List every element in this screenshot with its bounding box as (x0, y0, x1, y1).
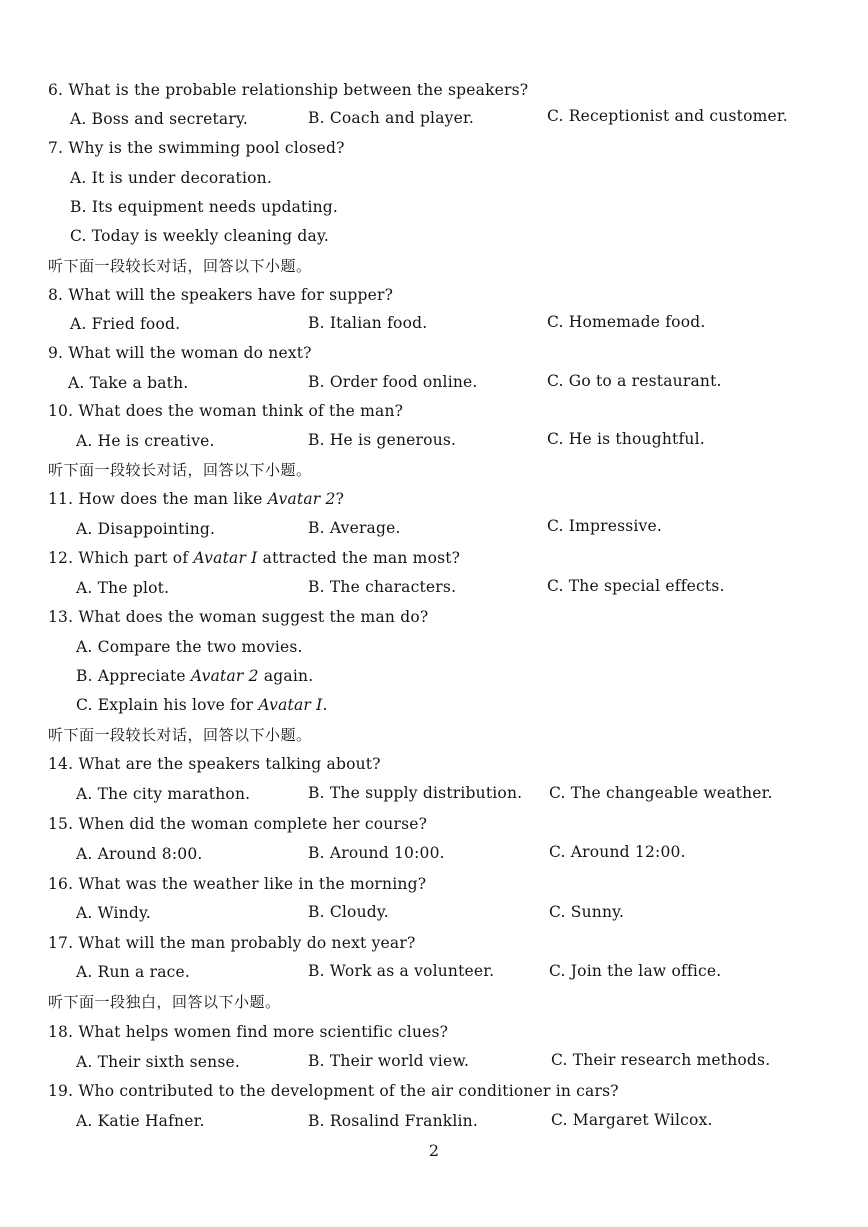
option-19c: C. Margaret Wilcox. (551, 1111, 713, 1129)
question-number: 18. (48, 1023, 74, 1041)
option-9a: A. Take a bath. (68, 374, 189, 392)
question-text: How does the man like Avatar 2? (78, 490, 345, 508)
question-number: 6. (48, 81, 64, 99)
option-12a: A. The plot. (76, 579, 170, 597)
section-instruction: 听下面一段独白，回答以下小题。 (48, 993, 281, 1011)
page-number: 2 (428, 1141, 440, 1160)
question-9 (48, 343, 312, 363)
option-10c: C. He is thoughtful. (547, 430, 705, 448)
option-9c: C. Go to a restaurant. (547, 372, 722, 390)
question-text: What are the speakers talking about? (78, 755, 381, 773)
option-6a: A. Boss and secretary. (70, 110, 248, 128)
movie-title: Avatar 2 (190, 667, 259, 685)
option-15b: B. Around 10:00. (308, 844, 445, 862)
question-text: Why is the swimming pool closed? (68, 139, 345, 157)
movie-title: Avatar 2 (267, 490, 336, 508)
question-number: 14. (48, 755, 74, 773)
question-number: 19. (48, 1082, 74, 1100)
question-text: What was the weather like in the morning? (78, 875, 427, 893)
option-7b: B. Its equipment needs updating. (70, 198, 339, 216)
option-8a: A. Fried food. (70, 315, 181, 333)
question-text: What will the woman do next? (68, 344, 312, 362)
question-text: What will the man probably do next year? (78, 934, 416, 952)
option-17c: C. Join the law office. (549, 962, 722, 980)
option-16b: B. Cloudy. (308, 903, 389, 921)
section-instruction: 听下面一段较长对话，回答以下小题。 (48, 461, 312, 479)
option-13c: C. Explain his love for Avatar I. (76, 696, 328, 714)
option-14b: B. The supply distribution. (308, 784, 523, 802)
question-number: 15. (48, 815, 74, 833)
question-number: 13. (48, 608, 74, 626)
question-11 (48, 489, 344, 509)
question-text: What will the speakers have for supper? (68, 286, 394, 304)
option-18a: A. Their sixth sense. (76, 1053, 240, 1071)
option-16a: A. Windy. (76, 904, 151, 922)
option-11a: A. Disappointing. (76, 520, 216, 538)
option-13a: A. Compare the two movies. (76, 638, 303, 656)
question-18 (48, 1022, 448, 1042)
question-12 (48, 548, 460, 568)
question-text: Who contributed to the development of the air conditioner in cars? (78, 1082, 619, 1100)
question-text: Which part of Avatar I attracted the man most? (78, 549, 461, 567)
option-13b: B. Appreciate Avatar 2 again. (76, 667, 314, 685)
option-10a: A. He is creative. (76, 432, 215, 450)
option-15a: A. Around 8:00. (76, 845, 203, 863)
question-8 (48, 285, 393, 305)
question-number: 10. (48, 402, 74, 420)
question-text: What does the woman think of the man? (78, 402, 404, 420)
option-12b: B. The characters. (308, 578, 457, 596)
question-number: 9. (48, 344, 64, 362)
question-number: 11. (48, 490, 74, 508)
movie-title: Avatar I (258, 696, 323, 714)
question-text: What helps women find more scientific clues? (78, 1023, 449, 1041)
option-11c: C. Impressive. (547, 517, 663, 535)
option-17a: A. Run a race. (76, 963, 191, 981)
question-text: What does the woman suggest the man do? (78, 608, 429, 626)
question-6 (48, 80, 528, 100)
question-10 (48, 401, 403, 421)
question-text: What is the probable relationship between the speakers? (68, 81, 529, 99)
option-12c: C. The special effects. (547, 577, 725, 595)
option-17b: B. Work as a volunteer. (308, 962, 495, 980)
option-14a: A. The city marathon. (76, 785, 251, 803)
option-14c: C. The changeable weather. (549, 784, 773, 802)
question-number: 8. (48, 286, 64, 304)
question-15 (48, 814, 427, 834)
option-11b: B. Average. (308, 519, 401, 537)
option-19b: B. Rosalind Franklin. (308, 1112, 478, 1130)
option-8c: C. Homemade food. (547, 313, 706, 331)
option-18b: B. Their world view. (308, 1052, 470, 1070)
option-16c: C. Sunny. (549, 903, 625, 921)
section-instruction: 听下面一段较长对话，回答以下小题。 (48, 257, 312, 275)
option-7c: C. Today is weekly cleaning day. (70, 227, 329, 245)
option-18c: C. Their research methods. (551, 1051, 771, 1069)
question-number: 17. (48, 934, 74, 952)
question-text: When did the woman complete her course? (78, 815, 428, 833)
movie-title: Avatar I (193, 549, 258, 567)
question-number: 7. (48, 139, 64, 157)
option-6b: B. Coach and player. (308, 109, 475, 127)
question-7 (48, 138, 345, 158)
question-19 (48, 1081, 619, 1101)
option-7a: A. It is under decoration. (70, 169, 272, 187)
option-10b: B. He is generous. (308, 431, 457, 449)
section-instruction: 听下面一段较长对话，回答以下小题。 (48, 726, 312, 744)
option-15c: C. Around 12:00. (549, 843, 686, 861)
option-19a: A. Katie Hafner. (76, 1112, 205, 1130)
option-6c: C. Receptionist and customer. (547, 107, 788, 125)
question-number: 12. (48, 549, 74, 567)
question-number: 16. (48, 875, 74, 893)
question-16 (48, 874, 426, 894)
option-8b: B. Italian food. (308, 314, 428, 332)
question-17 (48, 933, 415, 953)
question-13 (48, 607, 428, 627)
option-9b: B. Order food online. (308, 373, 478, 391)
question-14 (48, 754, 381, 774)
